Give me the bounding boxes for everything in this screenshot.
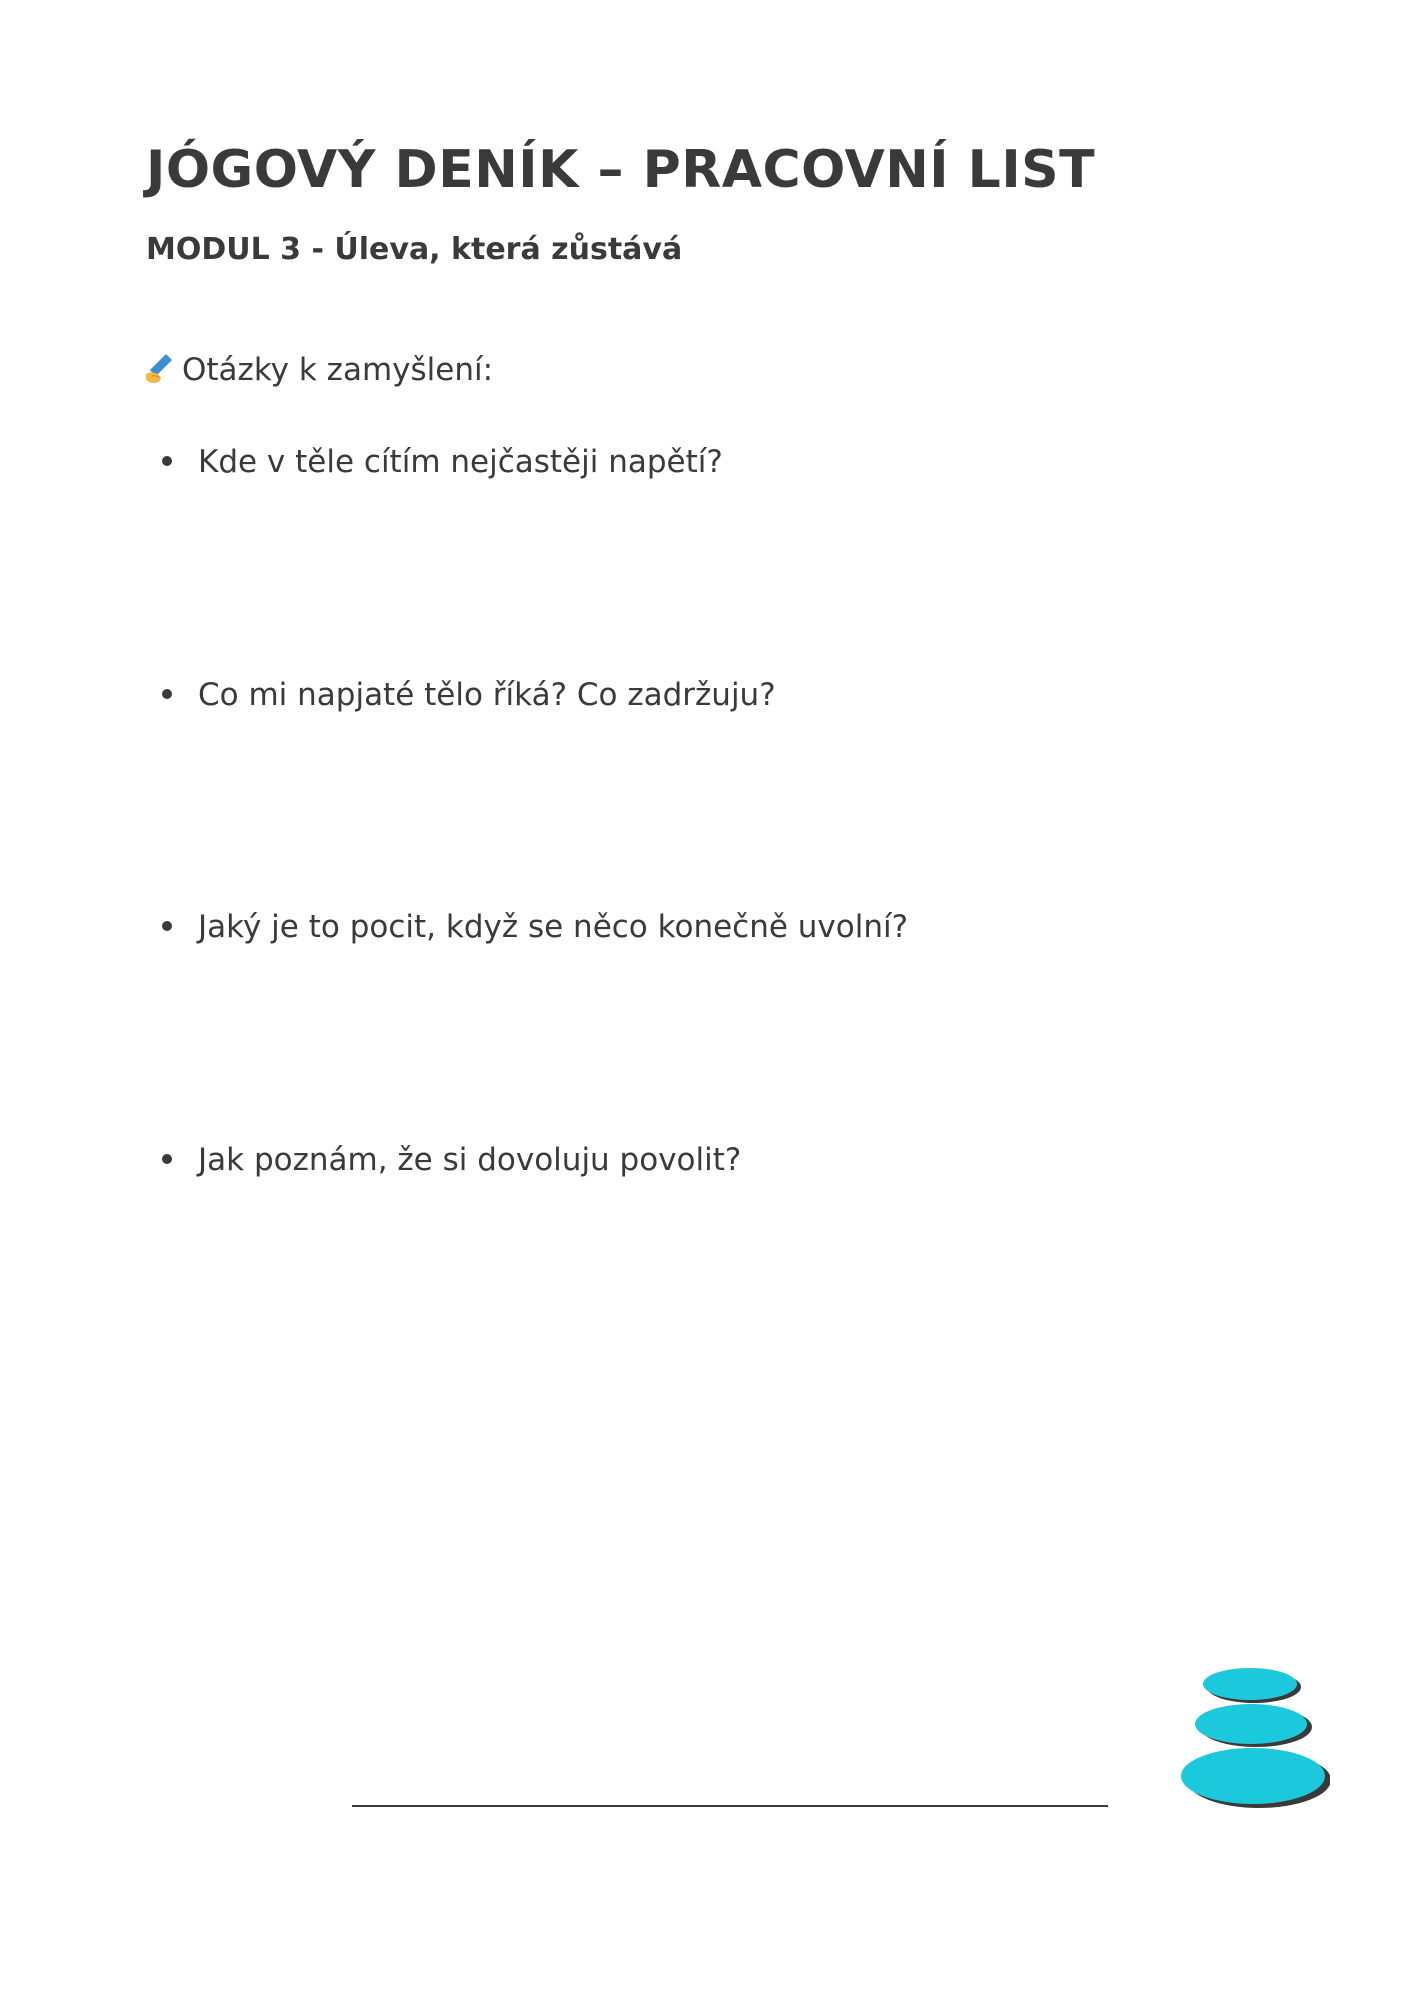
question-text: Jak poznám, že si dovoluju povolit? xyxy=(198,1142,742,1178)
stacked-stones-logo xyxy=(1170,1665,1330,1815)
question-text: Co mi napjaté tělo říká? Co zadržuju? xyxy=(198,677,776,713)
question-text: Jaký je to pocit, když se něco konečně uvolní? xyxy=(198,909,909,945)
page-subtitle: MODUL 3 - Úleva, která zůstává xyxy=(146,232,683,267)
prompt-heading-text: Otázky k zamyšlení: xyxy=(182,352,494,388)
question-item xyxy=(162,909,908,945)
question-item xyxy=(162,444,723,480)
bullet-icon xyxy=(162,1154,172,1164)
page-title: JÓGOVÝ DENÍK – PRACOVNÍ LIST xyxy=(146,140,1096,200)
bullet-icon xyxy=(162,689,172,699)
question-text: Kde v těle cítím nejčastěji napětí? xyxy=(198,444,723,480)
prompt-heading xyxy=(142,350,493,388)
signature-line xyxy=(352,1805,1108,1807)
bullet-icon xyxy=(162,921,172,931)
question-item xyxy=(162,677,776,713)
writing-hand-icon xyxy=(142,350,178,386)
bullet-icon xyxy=(162,456,172,466)
question-item xyxy=(162,1142,741,1178)
